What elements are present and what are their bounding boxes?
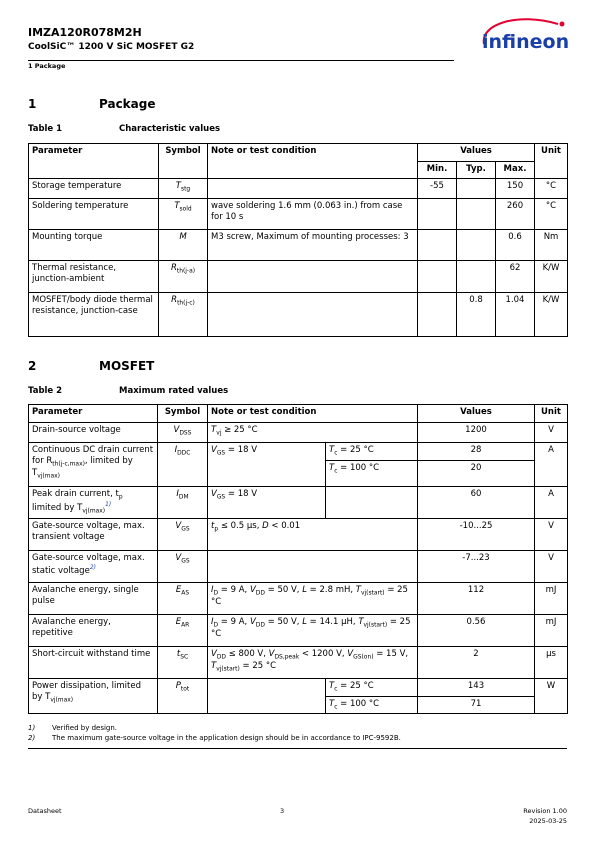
symbol-cell: $P_{tot}$ bbox=[158, 679, 208, 714]
th-values: Values bbox=[418, 405, 535, 423]
table-row bbox=[29, 443, 568, 461]
th-note: Note or test condition bbox=[208, 405, 418, 423]
table2-title: Maximum rated values bbox=[119, 386, 229, 396]
typ-cell: 0.8 bbox=[457, 293, 496, 337]
param-cell: Soldering temperature bbox=[29, 199, 159, 230]
table-row bbox=[29, 615, 568, 647]
symbol-cell: $V_{GS}$ bbox=[158, 519, 208, 551]
footer-revision: Revision 1.00 bbox=[523, 807, 567, 815]
param-cell: Short-circuit withstand time bbox=[29, 647, 158, 679]
min-cell bbox=[418, 230, 457, 261]
symbol-cell: $E_{AR}$ bbox=[158, 615, 208, 647]
value-cell: 28 bbox=[418, 443, 535, 461]
note-cell: $V_{DD} \le 800$ V, $V_{DS,peak} < 1200$ V, $V_{GS(on)} = 15$ V, $T_{vj(start)} = 25$ °C bbox=[208, 647, 418, 679]
header-rule bbox=[28, 60, 454, 61]
table-row bbox=[29, 679, 568, 697]
table-row bbox=[29, 179, 568, 199]
symbol-cell: $E_{AS}$ bbox=[158, 583, 208, 615]
value-cell: 2 bbox=[418, 647, 535, 679]
symbol-cell: $I_{DM}$ bbox=[158, 487, 208, 519]
symbol-cell: $T_{stg}$ bbox=[159, 179, 208, 199]
footnote-2-text: The maximum gate-source voltage in the application design should be in accordance to IPC-9592B. bbox=[52, 734, 401, 742]
unit-cell: K/W bbox=[535, 293, 568, 337]
param-cell: Thermal resistance, junction-ambient bbox=[29, 261, 159, 293]
footnote-1-mark: 1) bbox=[28, 724, 36, 732]
table-row bbox=[29, 423, 568, 443]
param-cell: Peak drain current, $t_p$ limited by $T_{vj(max)}^{1)}$ bbox=[29, 487, 158, 519]
param-cell: Avalanche energy, single pulse bbox=[29, 583, 158, 615]
symbol-cell: M bbox=[159, 230, 208, 261]
typ-cell bbox=[457, 230, 496, 261]
table-row bbox=[29, 583, 568, 615]
table-row bbox=[29, 261, 568, 293]
max-cell: 62 bbox=[496, 261, 535, 293]
th-min: Min. bbox=[418, 162, 457, 179]
logo-dot bbox=[560, 22, 565, 27]
th-symbol: Symbol bbox=[159, 144, 208, 179]
table-row bbox=[29, 199, 568, 230]
value-cell: 0.56 bbox=[418, 615, 535, 647]
min-cell: -55 bbox=[418, 179, 457, 199]
typ-cell bbox=[457, 199, 496, 230]
page-number: 3 bbox=[280, 807, 285, 815]
table-row bbox=[29, 293, 568, 337]
unit-cell: µs bbox=[535, 647, 568, 679]
empty-cell bbox=[326, 487, 418, 519]
value-cell: 60 bbox=[418, 487, 535, 519]
min-cell bbox=[418, 199, 457, 230]
unit-cell: V bbox=[535, 519, 568, 551]
tc-cell: $T_c = 25$ °C bbox=[326, 679, 418, 697]
note-cell: M3 screw, Maximum of mounting processes: 3 bbox=[208, 230, 418, 261]
unit-cell: V bbox=[535, 551, 568, 583]
min-cell bbox=[418, 293, 457, 337]
unit-cell: mJ bbox=[535, 583, 568, 615]
table1-label: Table 1 bbox=[28, 124, 63, 134]
value-cell: 1200 bbox=[418, 423, 535, 443]
unit-cell: Nm bbox=[535, 230, 568, 261]
note-cell: $V_{GS} = 18$ V bbox=[208, 443, 326, 487]
value-cell: 112 bbox=[418, 583, 535, 615]
param-cell: Mounting torque bbox=[29, 230, 159, 261]
symbol-cell: $V_{DSS}$ bbox=[158, 423, 208, 443]
max-cell: 0.6 bbox=[496, 230, 535, 261]
section1-title: Package bbox=[99, 97, 156, 111]
footnote-rule bbox=[28, 748, 567, 749]
th-typ: Typ. bbox=[457, 162, 496, 179]
th-symbol: Symbol bbox=[158, 405, 208, 423]
symbol-cell: $R_{th(j-c)}$ bbox=[159, 293, 208, 337]
symbol-cell: $R_{th(j-a)}$ bbox=[159, 261, 208, 293]
unit-cell: °C bbox=[535, 179, 568, 199]
tc-cell: $T_c = 100$ °C bbox=[326, 461, 418, 487]
table-row bbox=[29, 647, 568, 679]
param-cell: Gate-source voltage, max. transient voltage bbox=[29, 519, 158, 551]
min-cell bbox=[418, 261, 457, 293]
note-cell: $t_p \le 0.5$ µs, D < 0.01 bbox=[208, 519, 418, 551]
max-cell: 1.04 bbox=[496, 293, 535, 337]
note-cell bbox=[208, 679, 326, 714]
symbol-cell: $T_{sold}$ bbox=[159, 199, 208, 230]
note-cell: wave soldering 1.6 mm (0.063 in.) from case for 10 s bbox=[208, 199, 418, 230]
table-row bbox=[29, 519, 568, 551]
max-cell: 150 bbox=[496, 179, 535, 199]
param-cell: Storage temperature bbox=[29, 179, 159, 199]
typ-cell bbox=[457, 179, 496, 199]
value-cell: -10...25 bbox=[418, 519, 535, 551]
symbol-cell: $t_{SC}$ bbox=[158, 647, 208, 679]
unit-cell: mJ bbox=[535, 615, 568, 647]
footnote-2-mark: 2) bbox=[28, 734, 36, 742]
value-cell: -7...23 bbox=[418, 551, 535, 583]
table1-title: Characteristic values bbox=[119, 124, 221, 134]
param-cell: Avalanche energy, repetitive bbox=[29, 615, 158, 647]
th-parameter: Parameter bbox=[29, 144, 159, 179]
note-cell bbox=[208, 293, 418, 337]
table2-label: Table 2 bbox=[28, 386, 63, 396]
th-note: Note or test condition bbox=[208, 144, 418, 179]
param-cell: Gate-source voltage, max. static voltage$^{2)}$ bbox=[29, 551, 158, 583]
param-cell: Power dissipation, limited by $T_{vj(max)}$ bbox=[29, 679, 158, 714]
value-cell: 143 bbox=[418, 679, 535, 697]
th-max: Max. bbox=[496, 162, 535, 179]
part-number: IMZA120R078M2H bbox=[28, 26, 142, 39]
section2-number: 2 bbox=[28, 359, 37, 373]
note-cell bbox=[208, 551, 418, 583]
unit-cell: A bbox=[535, 487, 568, 519]
note-cell: $I_D = 9$ A, $V_{DD} = 50$ V, L = 2.8 mH, $T_{vj(start)} = 25$ °C bbox=[208, 583, 418, 615]
symbol-cell: $V_{GS}$ bbox=[158, 551, 208, 583]
param-cell: Continuous DC drain current for $R_{th(j-c,max)}$, limited by $T_{vj(max)}$ bbox=[29, 443, 158, 487]
unit-cell: V bbox=[535, 423, 568, 443]
section2-title: MOSFET bbox=[99, 359, 155, 373]
table-row bbox=[29, 230, 568, 261]
tc-cell: $T_c = 25$ °C bbox=[326, 443, 418, 461]
tc-cell: $T_c = 100$ °C bbox=[326, 697, 418, 714]
note-cell: $T_{vj} \ge 25$ °C bbox=[208, 423, 418, 443]
table-maximum-rated-values bbox=[28, 404, 568, 714]
note-cell bbox=[208, 179, 418, 199]
footer-date: 2025-03-25 bbox=[529, 817, 567, 825]
unit-cell: A bbox=[535, 443, 568, 487]
note-cell: $V_{GS} = 18$ V bbox=[208, 487, 326, 519]
param-cell: Drain-source voltage bbox=[29, 423, 158, 443]
symbol-cell: $I_{DDC}$ bbox=[158, 443, 208, 487]
th-unit: Unit bbox=[535, 144, 568, 179]
section1-number: 1 bbox=[28, 97, 37, 111]
infineon-logo bbox=[478, 14, 570, 60]
max-cell: 260 bbox=[496, 199, 535, 230]
note-cell: $I_D = 9$ A, $V_{DD} = 50$ V, L = 14.1 µH, $T_{vj(start)} = 25$ °C bbox=[208, 615, 418, 647]
param-cell: MOSFET/body diode thermal resistance, junction-case bbox=[29, 293, 159, 337]
th-unit: Unit bbox=[535, 405, 568, 423]
logo-text: infineon bbox=[482, 31, 570, 53]
unit-cell: W bbox=[535, 679, 568, 714]
footer-doc-type: Datasheet bbox=[28, 807, 62, 815]
th-values: Values bbox=[418, 144, 535, 162]
note-cell bbox=[208, 261, 418, 293]
th-parameter: Parameter bbox=[29, 405, 158, 423]
value-cell: 20 bbox=[418, 461, 535, 487]
typ-cell bbox=[457, 261, 496, 293]
document-subtitle: CoolSiC™ 1200 V SiC MOSFET G2 bbox=[28, 42, 195, 52]
table-characteristic-values bbox=[28, 143, 568, 337]
unit-cell: °C bbox=[535, 199, 568, 230]
unit-cell: K/W bbox=[535, 261, 568, 293]
header-section: 1 Package bbox=[28, 62, 66, 70]
table-row bbox=[29, 551, 568, 583]
value-cell: 71 bbox=[418, 697, 535, 714]
footnote-1-text: Verified by design. bbox=[52, 724, 118, 732]
table-row bbox=[29, 487, 568, 519]
